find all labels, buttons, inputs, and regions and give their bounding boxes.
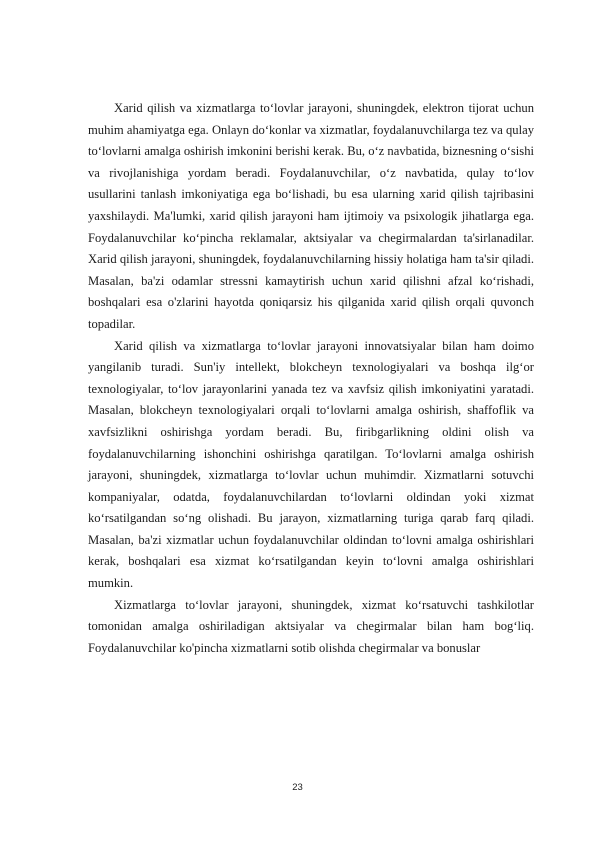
paragraph-3: Xizmatlarga to‘lovlar jarayoni, shuningdek, xizmat ko‘rsatuvchi tashkilotlar tomonidan amalga oshiriladigan aktsiyalar va chegirmalar bilan ham bog‘liq. Foydalanuvchilar ko'pincha xizmatlarni sotib olishda chegirmalar va bonuslar [88, 597, 534, 655]
paragraph-1: Xarid qilish va xizmatlarga to‘lovlar jarayoni, shuningdek, elektron tijorat uchun muhim ahamiyatga ega. Onlayn do‘konlar va xizmatlar, foydalanuvchilarga tez va qulay to‘lovlarni amalga oshirish imkonini berishi kerak. Bu, o‘z navbatida, biznesning o‘sishi va rivojlanishiga yordam beradi. Foydalanuvchilar, o‘z navbatida, qulay to‘lov usullarini tanlash imkoniyatiga ega bo‘lishadi, bu esa ularning xarid qilish tajribasini yaxshilaydi. Ma'lumki, xarid qilish jarayoni ham ijtimoiy va psixologik jihatlarga ega. Foydalanuvchilar ko‘pincha reklamalar, aktsiyalar va chegirmalardan ta'sirlanadilar. Xarid qilish jarayoni, shuningdek, foydalanuvchilarning hissiy holatiga ham ta'sir qiladi. Masalan, ba'zi odamlar stressni kamaytirish uchun xarid qilishni afzal ko‘rishadi, boshqalari esa o'zlarini hayotda qoniqarsiz his qilganida xarid qilish orqali quvonch topadilar. [88, 101, 534, 331]
body-text [88, 98, 534, 659]
page-number: 23 [292, 782, 303, 793]
paragraph-2: Xarid qilish va xizmatlarga to‘lovlar jarayoni innovatsiyalar bilan ham doimo yangilanib turadi. Sun'iy intellekt, blokcheyn texnologiyalari va boshqa ilg‘or texnologiyalar, to‘lov jarayonlarini yanada tez va xavfsiz qilish imkoniyatini yaratadi. Masalan, blokcheyn texnologiyalari orqali to‘lovlarni amalga oshirish, shaffoflik va xavfsizlikni oshirishga yordam beradi. Bu, firibgarlikning oldini olish va foydalanuvchilarning ishonchini oshirishga qaratilgan. To‘lovlarni amalga oshirish jarayoni, shuningdek, xizmatlarga to‘lovlar uchun muhimdir. Xizmatlarni sotuvchi kompaniyalar, odatda, foydalanuvchilardan to‘lovlarni oldindan yoki xizmat ko‘rsatilgandan so‘ng olishadi. Bu jarayon, xizmatlarning turiga qarab farq qiladi. Masalan, ba'zi xizmatlar uchun foydalanuvchilar oldindan to‘lovni amalga oshirishlari kerak, boshqalari esa xizmat ko‘rsatilgandan keyin to‘lovni amalga oshirishlari mumkin. [88, 338, 534, 591]
